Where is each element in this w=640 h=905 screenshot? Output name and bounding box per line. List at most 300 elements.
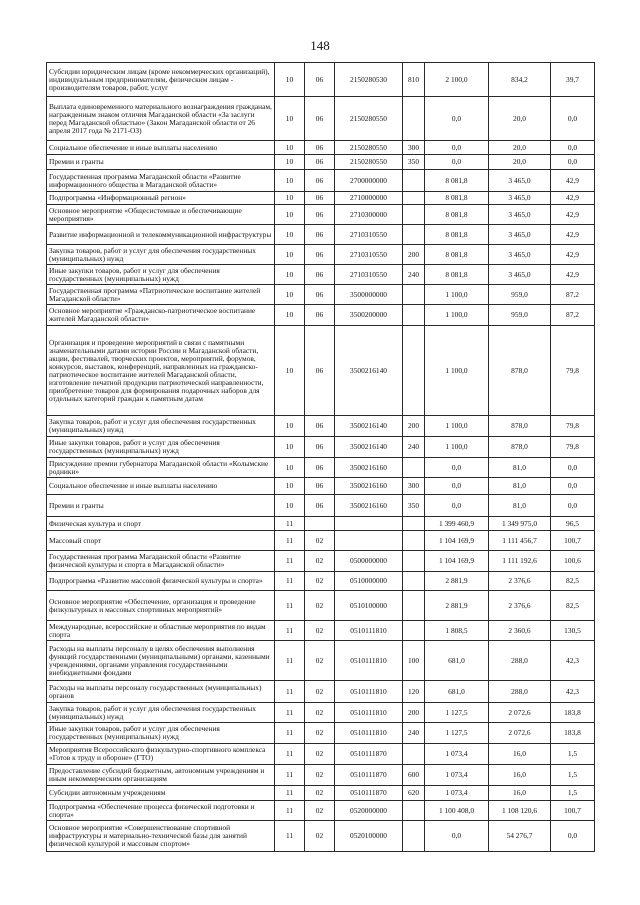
execution-percent: 0,0 (551, 458, 595, 478)
section-code: 11 (275, 551, 305, 572)
target-article-code: 0510000000 (335, 572, 403, 591)
section-code: 10 (275, 285, 305, 305)
section-code: 10 (275, 458, 305, 478)
execution-percent: 1,5 (551, 765, 595, 786)
expense-type-code: 200 (403, 703, 425, 723)
planned-amount: 1 808,5 (425, 621, 489, 641)
target-article-code: 0510111870 (335, 786, 403, 801)
planned-amount: 2 100,0 (425, 63, 489, 97)
table-row (47, 495, 595, 517)
planned-amount: 0,0 (425, 495, 489, 517)
subsection-code: 06 (305, 458, 335, 478)
target-article-code: 0500000000 (335, 551, 403, 572)
executed-amount: 834,2 (489, 63, 551, 97)
subsection-code: 06 (305, 141, 335, 155)
expense-name: Иные закупки товаров, работ и услуг для обеспечения государственных (муниципальных) нужд (47, 723, 275, 744)
subsection-code: 06 (305, 478, 335, 495)
expense-name: Премии и гранты (47, 495, 275, 517)
execution-percent: 87,2 (551, 285, 595, 305)
table-row (47, 723, 595, 744)
subsection-code: 06 (305, 155, 335, 170)
table-row (47, 63, 595, 97)
section-code: 11 (275, 531, 305, 551)
table-row (47, 437, 595, 458)
expense-name: Предоставление субсидий бюджетным, автономным учреждениям и иным некоммерческим организациям (47, 765, 275, 786)
section-code: 11 (275, 591, 305, 621)
table-row (47, 551, 595, 572)
target-article-code: 0510111810 (335, 703, 403, 723)
section-code: 10 (275, 265, 305, 285)
expense-type-code: 620 (403, 786, 425, 801)
planned-amount: 8 081,8 (425, 265, 489, 285)
executed-amount: 1 108 120,6 (489, 801, 551, 821)
target-article-code: 3500216160 (335, 478, 403, 495)
expense-type-code: 100 (403, 641, 425, 681)
target-article-code: 0510111810 (335, 681, 403, 703)
section-code: 10 (275, 141, 305, 155)
expense-name: Субсидии юридическим лицам (кроме некоммерческих организаций), индивидуальным предпринимателям, физическим лицам - производителям товаров, работ, услуг (47, 63, 275, 97)
expense-type-code: 300 (403, 141, 425, 155)
planned-amount: 1 100,0 (425, 305, 489, 326)
subsection-code (305, 517, 335, 531)
execution-percent: 0,0 (551, 97, 595, 141)
executed-amount: 16,0 (489, 786, 551, 801)
executed-amount: 16,0 (489, 765, 551, 786)
section-code: 11 (275, 765, 305, 786)
planned-amount: 1 100,0 (425, 326, 489, 416)
section-code: 10 (275, 170, 305, 192)
budget-table (46, 62, 595, 852)
expense-name: Подпрограмма «Информационный регион» (47, 192, 275, 205)
expense-type-code: 240 (403, 265, 425, 285)
table-row (47, 641, 595, 681)
expense-name: Субсидии автономным учреждениям (47, 786, 275, 801)
executed-amount: 1 111 192,6 (489, 551, 551, 572)
execution-percent: 39,7 (551, 63, 595, 97)
executed-amount: 3 465,0 (489, 265, 551, 285)
executed-amount: 288,0 (489, 641, 551, 681)
execution-percent: 183,8 (551, 723, 595, 744)
expense-type-code (403, 326, 425, 416)
executed-amount: 81,0 (489, 478, 551, 495)
planned-amount: 8 081,8 (425, 225, 489, 245)
expense-name: Присуждение премии губернатора Магаданской области «Колымские родники» (47, 458, 275, 478)
target-article-code: 0510100000 (335, 591, 403, 621)
execution-percent: 100,6 (551, 551, 595, 572)
execution-percent: 82,5 (551, 572, 595, 591)
planned-amount: 8 081,8 (425, 192, 489, 205)
executed-amount: 2 376,6 (489, 591, 551, 621)
table-row (47, 155, 595, 170)
section-code: 11 (275, 681, 305, 703)
expense-name: Основное мероприятие «Гражданско-патриотическое воспитание жителей Магаданской области» (47, 305, 275, 326)
execution-percent: 0,0 (551, 141, 595, 155)
target-article-code: 2150280550 (335, 155, 403, 170)
executed-amount: 16,0 (489, 744, 551, 765)
executed-amount: 20,0 (489, 97, 551, 141)
planned-amount: 1 100 408,0 (425, 801, 489, 821)
subsection-code: 02 (305, 744, 335, 765)
target-article-code: 0510111870 (335, 765, 403, 786)
table-row (47, 458, 595, 478)
section-code: 11 (275, 801, 305, 821)
planned-amount: 0,0 (425, 458, 489, 478)
section-code: 11 (275, 621, 305, 641)
subsection-code: 06 (305, 170, 335, 192)
execution-percent: 0,0 (551, 478, 595, 495)
planned-amount: 681,0 (425, 641, 489, 681)
subsection-code: 06 (305, 305, 335, 326)
table-body (47, 63, 595, 852)
expense-type-code (403, 801, 425, 821)
expense-type-code (403, 821, 425, 852)
executed-amount: 2 376,6 (489, 572, 551, 591)
executed-amount: 1 111 456,7 (489, 531, 551, 551)
target-article-code: 3500216140 (335, 437, 403, 458)
section-code: 10 (275, 437, 305, 458)
execution-percent: 96,5 (551, 517, 595, 531)
planned-amount: 1 104 169,9 (425, 531, 489, 551)
subsection-code: 06 (305, 416, 335, 437)
subsection-code: 02 (305, 786, 335, 801)
section-code: 10 (275, 495, 305, 517)
execution-percent: 1,5 (551, 744, 595, 765)
executed-amount: 2 072,6 (489, 703, 551, 723)
subsection-code: 02 (305, 591, 335, 621)
section-code: 11 (275, 703, 305, 723)
expense-type-code (403, 621, 425, 641)
table-row (47, 245, 595, 265)
subsection-code: 06 (305, 326, 335, 416)
executed-amount: 81,0 (489, 458, 551, 478)
expense-type-code: 810 (403, 63, 425, 97)
section-code: 10 (275, 63, 305, 97)
expense-type-code (403, 551, 425, 572)
target-article-code (335, 517, 403, 531)
executed-amount: 2 072,6 (489, 723, 551, 744)
target-article-code (335, 531, 403, 551)
planned-amount: 0,0 (425, 97, 489, 141)
expense-type-code (403, 285, 425, 305)
executed-amount: 3 465,0 (489, 205, 551, 225)
expense-type-code (403, 205, 425, 225)
subsection-code: 02 (305, 801, 335, 821)
expense-type-code: 200 (403, 416, 425, 437)
subsection-code: 02 (305, 531, 335, 551)
table-row (47, 225, 595, 245)
section-code: 11 (275, 744, 305, 765)
table-row (47, 703, 595, 723)
executed-amount: 54 276,7 (489, 821, 551, 852)
table-row (47, 416, 595, 437)
executed-amount: 3 465,0 (489, 170, 551, 192)
execution-percent: 42,9 (551, 205, 595, 225)
subsection-code: 02 (305, 551, 335, 572)
execution-percent: 42,9 (551, 192, 595, 205)
executed-amount: 3 465,0 (489, 192, 551, 205)
planned-amount: 1 100,0 (425, 285, 489, 305)
subsection-code: 06 (305, 63, 335, 97)
target-article-code: 2150280530 (335, 63, 403, 97)
expense-name: Подпрограмма «Обеспечение процесса физической подготовки и спорта» (47, 801, 275, 821)
planned-amount: 0,0 (425, 155, 489, 170)
table-row (47, 621, 595, 641)
table-row (47, 326, 595, 416)
executed-amount: 1 349 975,0 (489, 517, 551, 531)
expense-type-code (403, 572, 425, 591)
subsection-code: 02 (305, 621, 335, 641)
expense-type-code: 200 (403, 245, 425, 265)
section-code: 11 (275, 641, 305, 681)
target-article-code: 3500200000 (335, 305, 403, 326)
target-article-code: 0510111810 (335, 723, 403, 744)
execution-percent: 0,0 (551, 155, 595, 170)
expense-type-code: 240 (403, 437, 425, 458)
target-article-code: 2150280550 (335, 97, 403, 141)
table-row (47, 821, 595, 852)
subsection-code: 02 (305, 765, 335, 786)
section-code: 10 (275, 155, 305, 170)
target-article-code: 2150280550 (335, 141, 403, 155)
subsection-code: 06 (305, 225, 335, 245)
planned-amount: 0,0 (425, 821, 489, 852)
page-number: 148 (310, 38, 330, 53)
target-article-code: 3500216140 (335, 326, 403, 416)
execution-percent: 42,9 (551, 245, 595, 265)
table-row (47, 305, 595, 326)
expense-name: Закупка товаров, работ и услуг для обеспечения государственных (муниципальных) нужд (47, 245, 275, 265)
execution-percent: 130,5 (551, 621, 595, 641)
subsection-code: 02 (305, 723, 335, 744)
table-row (47, 170, 595, 192)
expense-type-code: 350 (403, 495, 425, 517)
section-code: 10 (275, 205, 305, 225)
subsection-code: 06 (305, 285, 335, 305)
target-article-code: 2700000000 (335, 170, 403, 192)
subsection-code: 02 (305, 572, 335, 591)
expense-name: Премии и гранты (47, 155, 275, 170)
expense-name: Развитие информационной и телекоммуникационной инфраструктуры (47, 225, 275, 245)
subsection-code: 02 (305, 641, 335, 681)
target-article-code: 0510111810 (335, 641, 403, 681)
target-article-code: 0510111870 (335, 744, 403, 765)
planned-amount: 1 127,5 (425, 703, 489, 723)
expense-name: Закупка товаров, работ и услуг для обеспечения государственных (муниципальных) нужд (47, 703, 275, 723)
executed-amount: 3 465,0 (489, 225, 551, 245)
section-code: 11 (275, 572, 305, 591)
subsection-code: 06 (305, 97, 335, 141)
planned-amount: 2 881,9 (425, 591, 489, 621)
target-article-code: 0520100000 (335, 821, 403, 852)
target-article-code: 3500000000 (335, 285, 403, 305)
execution-percent: 100,7 (551, 531, 595, 551)
expense-name: Социальное обеспечение и иные выплаты населению (47, 478, 275, 495)
expense-name: Государственная программа Магаданской области «Развитие информационного общества в Магаданской области» (47, 170, 275, 192)
execution-percent: 79,8 (551, 326, 595, 416)
expense-type-code (403, 517, 425, 531)
target-article-code: 3500216140 (335, 416, 403, 437)
subsection-code: 06 (305, 495, 335, 517)
section-code: 11 (275, 517, 305, 531)
executed-amount: 2 360,6 (489, 621, 551, 641)
subsection-code: 06 (305, 265, 335, 285)
expense-name: Государственная программа «Патриотическое воспитание жителей Магаданской области» (47, 285, 275, 305)
target-article-code: 2710310550 (335, 265, 403, 285)
section-code: 11 (275, 786, 305, 801)
table-row (47, 205, 595, 225)
subsection-code: 06 (305, 437, 335, 458)
expense-type-code (403, 458, 425, 478)
target-article-code: 2710310550 (335, 225, 403, 245)
executed-amount: 878,0 (489, 437, 551, 458)
target-article-code: 0510111810 (335, 621, 403, 641)
executed-amount: 20,0 (489, 155, 551, 170)
execution-percent: 1,5 (551, 786, 595, 801)
table-row (47, 591, 595, 621)
table-row (47, 97, 595, 141)
table-row (47, 192, 595, 205)
table-row (47, 681, 595, 703)
executed-amount: 878,0 (489, 326, 551, 416)
target-article-code: 3500216160 (335, 458, 403, 478)
table-row (47, 572, 595, 591)
subsection-code: 06 (305, 192, 335, 205)
table-row (47, 531, 595, 551)
planned-amount: 1 073,4 (425, 744, 489, 765)
execution-percent: 42,9 (551, 170, 595, 192)
section-code: 11 (275, 723, 305, 744)
expense-type-code (403, 531, 425, 551)
expense-type-code (403, 225, 425, 245)
expense-name: Иные закупки товаров, работ и услуг для обеспечения государственных (муниципальных) нужд (47, 437, 275, 458)
executed-amount: 959,0 (489, 305, 551, 326)
execution-percent: 87,2 (551, 305, 595, 326)
expense-name: Иные закупки товаров, работ и услуг для обеспечения государственных (муниципальных) нужд (47, 265, 275, 285)
executed-amount: 288,0 (489, 681, 551, 703)
planned-amount: 1 127,5 (425, 723, 489, 744)
execution-percent: 183,8 (551, 703, 595, 723)
target-article-code: 0520000000 (335, 801, 403, 821)
expense-name: Закупка товаров, работ и услуг для обеспечения государственных (муниципальных) нужд (47, 416, 275, 437)
expense-name: Основное мероприятие «Обеспечение, организация и проведение физкультурных и массовых спортивных мероприятий» (47, 591, 275, 621)
planned-amount: 8 081,8 (425, 170, 489, 192)
execution-percent: 42,9 (551, 225, 595, 245)
planned-amount: 2 881,9 (425, 572, 489, 591)
planned-amount: 8 081,8 (425, 205, 489, 225)
expense-type-code (403, 97, 425, 141)
expense-type-code (403, 591, 425, 621)
executed-amount: 20,0 (489, 141, 551, 155)
expense-name: Основное мероприятие «Совершенствование спортивной инфраструктуры и материально-технической базы для занятий физической культурой и массовым спортом» (47, 821, 275, 852)
target-article-code: 2710000000 (335, 192, 403, 205)
planned-amount: 1 100,0 (425, 437, 489, 458)
target-article-code: 2710300000 (335, 205, 403, 225)
table-row (47, 478, 595, 495)
table-row (47, 801, 595, 821)
planned-amount: 8 081,8 (425, 245, 489, 265)
table-row (47, 285, 595, 305)
section-code: 10 (275, 416, 305, 437)
expense-name: Массовый спорт (47, 531, 275, 551)
expense-name: Организация и проведение мероприятий в связи с памятными знаменательными датами истории России и Магаданской области, акции, фестивалей, творческих проектов, мероприятий, форумов, конкурсов, выставок, конференций, направленных на гражданско-патриотическое воспитание жителей Магаданской области, изготовление печатной продукции патриотической направленности, приобретение товаров для формирования подарочных наборов для отдельных категорий граждан к памятным датам (47, 326, 275, 416)
expense-name: Государственная программа Магаданской области «Развитие физической культуры и спорта в Магаданской области» (47, 551, 275, 572)
section-code: 10 (275, 192, 305, 205)
planned-amount: 1 399 460,9 (425, 517, 489, 531)
expense-type-code (403, 170, 425, 192)
subsection-code: 06 (305, 245, 335, 265)
expense-type-code (403, 305, 425, 326)
expense-name: Основное мероприятие «Общесистемные и обеспечивающие мероприятия» (47, 205, 275, 225)
table-row (47, 786, 595, 801)
execution-percent: 79,8 (551, 437, 595, 458)
planned-amount: 1 104 169,9 (425, 551, 489, 572)
expense-name: Мероприятия Всероссийского физкультурно-спортивного комплекса «Готов к труду и обороне» (ГТО) (47, 744, 275, 765)
expense-type-code (403, 744, 425, 765)
execution-percent: 0,0 (551, 495, 595, 517)
planned-amount: 0,0 (425, 478, 489, 495)
target-article-code: 2710310550 (335, 245, 403, 265)
target-article-code: 3500216160 (335, 495, 403, 517)
table-row (47, 141, 595, 155)
executed-amount: 81,0 (489, 495, 551, 517)
expense-name: Расходы на выплаты персоналу в целях обеспечения выполнения функций государственными (муниципальными) органами, казенными учреждениями, органами управления государственными внебюджетными фондами (47, 641, 275, 681)
expense-type-code: 300 (403, 478, 425, 495)
execution-percent: 79,8 (551, 416, 595, 437)
table-row (47, 765, 595, 786)
subsection-code: 06 (305, 205, 335, 225)
expense-name: Подпрограмма «Развитие массовой физической культуры и спорта» (47, 572, 275, 591)
execution-percent: 0,0 (551, 821, 595, 852)
expense-name: Расходы на выплаты персоналу государственных (муниципальных) органов (47, 681, 275, 703)
execution-percent: 42,9 (551, 265, 595, 285)
table-row (47, 265, 595, 285)
expense-name: Физическая культура и спорт (47, 517, 275, 531)
execution-percent: 100,7 (551, 801, 595, 821)
section-code: 11 (275, 821, 305, 852)
executed-amount: 959,0 (489, 285, 551, 305)
section-code: 10 (275, 305, 305, 326)
planned-amount: 1 073,4 (425, 786, 489, 801)
expense-name: Социальное обеспечение и иные выплаты населению (47, 141, 275, 155)
expense-type-code: 600 (403, 765, 425, 786)
planned-amount: 0,0 (425, 141, 489, 155)
executed-amount: 3 465,0 (489, 245, 551, 265)
executed-amount: 878,0 (489, 416, 551, 437)
expense-type-code: 120 (403, 681, 425, 703)
expense-type-code (403, 192, 425, 205)
section-code: 10 (275, 97, 305, 141)
expense-type-code: 350 (403, 155, 425, 170)
expense-type-code: 240 (403, 723, 425, 744)
planned-amount: 1 073,4 (425, 765, 489, 786)
expense-name: Международные, всероссийские и областные мероприятия по видам спорта (47, 621, 275, 641)
section-code: 10 (275, 326, 305, 416)
section-code: 10 (275, 225, 305, 245)
planned-amount: 1 100,0 (425, 416, 489, 437)
table-row (47, 517, 595, 531)
table-row (47, 744, 595, 765)
execution-percent: 42,3 (551, 641, 595, 681)
execution-percent: 42,3 (551, 681, 595, 703)
subsection-code: 02 (305, 821, 335, 852)
planned-amount: 681,0 (425, 681, 489, 703)
section-code: 10 (275, 478, 305, 495)
subsection-code: 02 (305, 681, 335, 703)
execution-percent: 82,5 (551, 591, 595, 621)
subsection-code: 02 (305, 703, 335, 723)
expense-name: Выплата единовременного материального вознаграждения гражданам, награжденным знаком отличия Магаданской области «За заслуги перед Магаданской областью» (Закон Магаданской области от 26 апреля 2017 года № 2171-ОЗ) (47, 97, 275, 141)
section-code: 10 (275, 245, 305, 265)
